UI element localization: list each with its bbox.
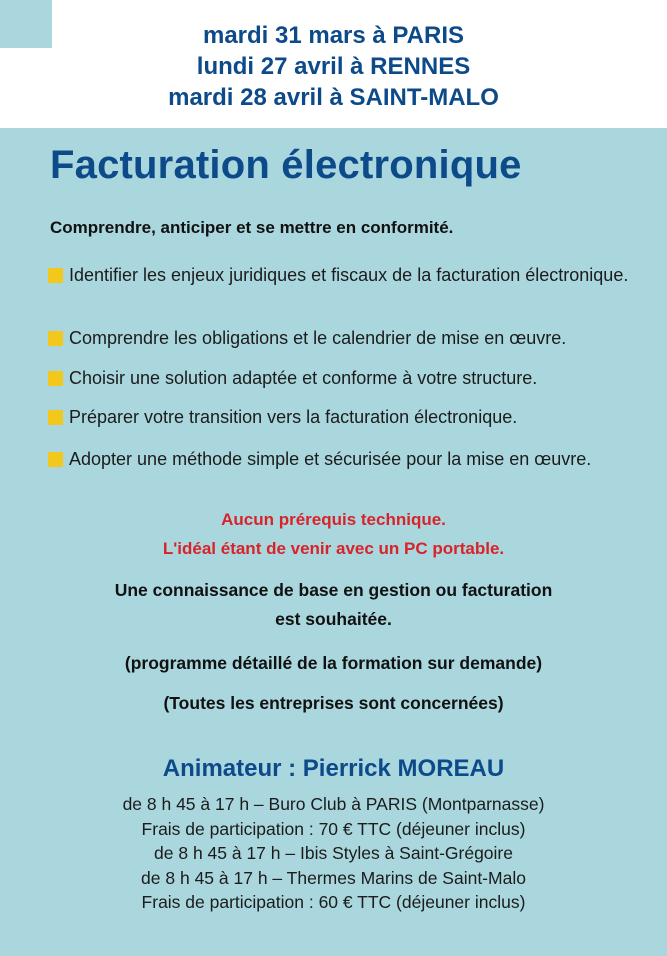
laptop-note: L'idéal étant de venir avec un PC portable.: [162, 539, 505, 558]
yellow-square-bullet-icon: [48, 452, 63, 467]
list-item-text: Choisir une solution adaptée et conforme à votre structure.: [69, 368, 538, 388]
subtitle: Comprendre, anticiper et se mettre en conformité.: [50, 218, 454, 237]
date-saint-malo: mardi 28 avril à SAINT-MALO: [168, 84, 499, 111]
program-note: (programme détaillé de la formation sur demande): [124, 653, 543, 673]
yellow-square-bullet-icon: [48, 268, 63, 283]
page-title: Facturation électronique: [50, 143, 522, 187]
knowledge-note-line2: est souhaitée.: [275, 609, 392, 629]
list-item-text: Préparer votre transition vers la facturation électronique.: [69, 407, 518, 427]
yellow-square-bullet-icon: [48, 410, 63, 425]
session-line: de 8 h 45 à 17 h – Buro Club à PARIS (Montparnasse): [122, 794, 545, 814]
date-rennes: lundi 27 avril à RENNES: [196, 53, 471, 80]
list-item-text: Identifier les enjeux juridiques et fiscaux de la facturation électronique.: [69, 265, 629, 285]
knowledge-note-line1: Une connaissance de base en gestion ou facturation: [114, 580, 553, 600]
animator-heading: Animateur : Pierrick MOREAU: [162, 755, 505, 782]
session-details: [0, 792, 667, 915]
session-line: Frais de participation : 60 € TTC (déjeuner inclus): [141, 892, 526, 912]
list-item: [48, 264, 648, 287]
list-item-text: Comprendre les obligations et le calendrier de mise en œuvre.: [69, 328, 567, 348]
list-item: [48, 327, 648, 350]
yellow-square-bullet-icon: [48, 371, 63, 386]
date-paris: mardi 31 mars à PARIS: [202, 22, 464, 49]
companies-note: (Toutes les entreprises sont concernées): [163, 693, 504, 713]
list-item: [48, 367, 648, 390]
list-item-text: Adopter une méthode simple et sécurisée pour la mise en œuvre.: [69, 449, 592, 469]
yellow-square-bullet-icon: [48, 331, 63, 346]
session-line: de 8 h 45 à 17 h – Ibis Styles à Saint-Grégoire: [154, 843, 513, 863]
list-item: [48, 406, 648, 429]
session-dates: [0, 20, 667, 113]
session-line: Frais de participation : 70 € TTC (déjeuner inclus): [141, 818, 526, 839]
list-item: [48, 448, 648, 471]
session-line: de 8 h 45 à 17 h – Thermes Marins de Saint-Malo: [141, 867, 526, 888]
prerequisite-note: Aucun prérequis technique.: [221, 510, 446, 529]
